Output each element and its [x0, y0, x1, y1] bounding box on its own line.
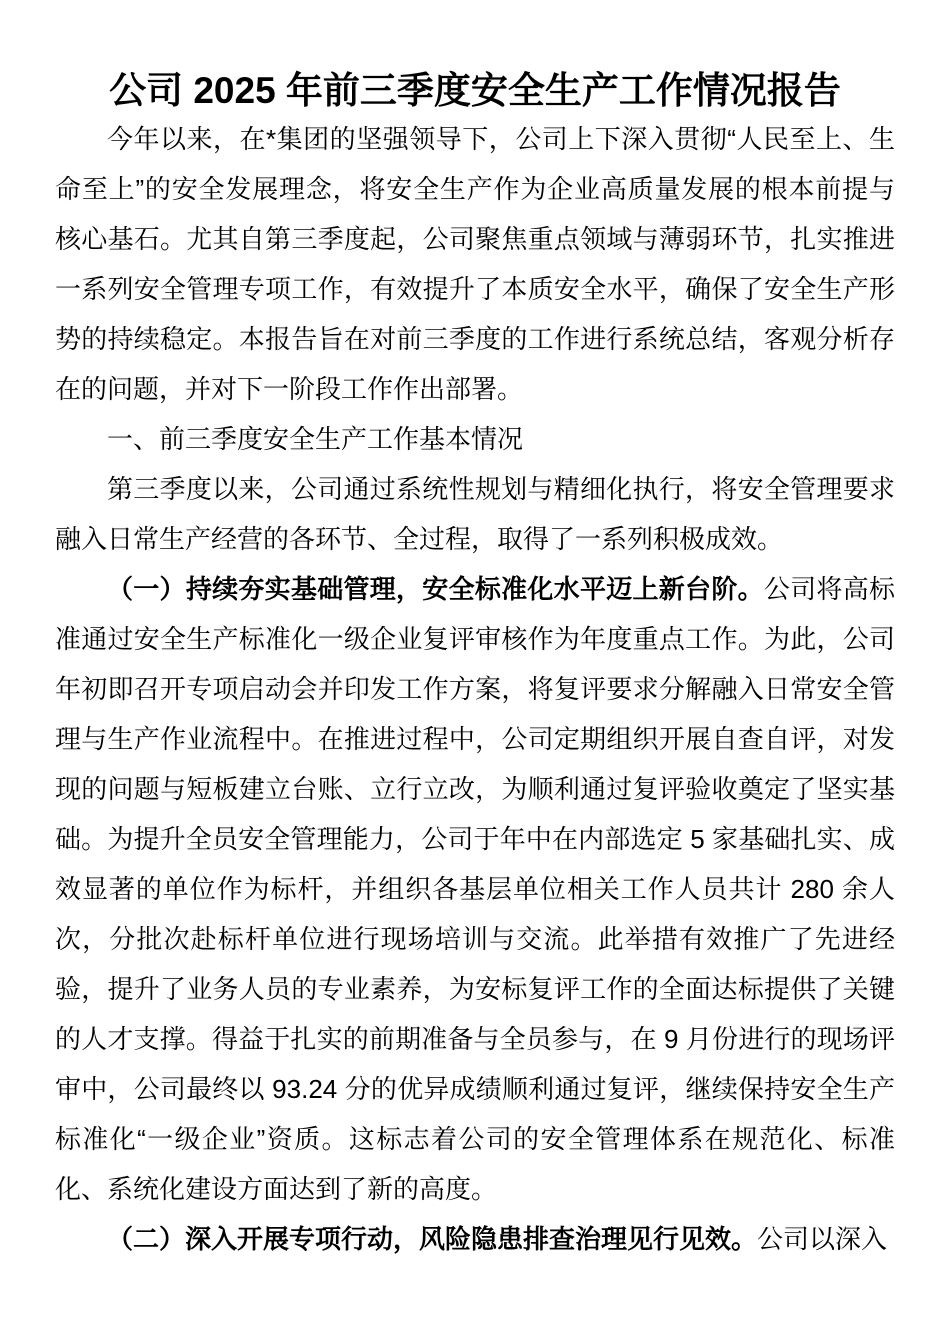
section-heading: [55, 414, 895, 464]
paragraph-text: 公司以深入: [757, 1224, 888, 1254]
paragraph-lead-bold: （一）持续夯实基础管理，安全标准化水平迈上新台阶。: [107, 574, 764, 604]
document-body: [55, 114, 895, 1264]
paragraph-text: 公司将高标准通过安全生产标准化一级企业复评审核作为年度重点工作。为此，公司年初即召开专项启动会并印发工作方案，将复评要求分解融入日常安全管理与生产作业流程中。在推进过程中，公司定期组织开展自查自评，对发现的问题与短板建立台账、立行立改，为顺利通过复评验收奠定了坚实基础。为提升全员安全管理能力，公司于年中在内部选定 5 家基础扎实、成效显著的单位作为标杆，并组织各基层单位相关工作人员共计 280 余人次，分批次赴标杆单位进行现场培训与交流。此举措有效推广了先进经验，提升了业务人员的专业素养，为安标复评工作的全面达标提供了关键的人才支撑。得益于扎实的前期准备与全员参与，在 9 月份进行的现场评审中，公司最终以 93.24 分的优异成绩顺利通过复评，继续保持安全生产标准化“一级企业”资质。这标志着公司的安全管理体系在规范化、标准化、系统化建设方面达到了新的高度。: [55, 574, 895, 1204]
paragraph: [55, 564, 895, 1214]
paragraph-lead-bold: （二）深入开展专项行动，风险隐患排查治理见行见效。: [107, 1224, 758, 1254]
paragraph-text: 一、前三季度安全生产工作基本情况: [107, 424, 524, 454]
paragraph-text: 第三季度以来，公司通过系统性规划与精细化执行，将安全管理要求融入日常生产经营的各环节、全过程，取得了一系列积极成效。: [55, 474, 895, 554]
paragraph: [55, 114, 895, 414]
paragraph: [55, 464, 895, 564]
paragraph: [55, 1214, 895, 1264]
document-title: 公司 2025 年前三季度安全生产工作情况报告: [109, 70, 841, 111]
paragraph-text: 今年以来，在*集团的坚强领导下，公司上下深入贯彻“人民至上、生命至上”的安全发展理念，将安全生产作为企业高质量发展的根本前提与核心基石。尤其自第三季度起，公司聚焦重点领域与薄弱环节，扎实推进一系列安全管理专项工作，有效提升了本质安全水平，确保了安全生产形势的持续稳定。本报告旨在对前三季度的工作进行系统总结，客观分析存在的问题，并对下一阶段工作作出部署。: [55, 124, 895, 404]
